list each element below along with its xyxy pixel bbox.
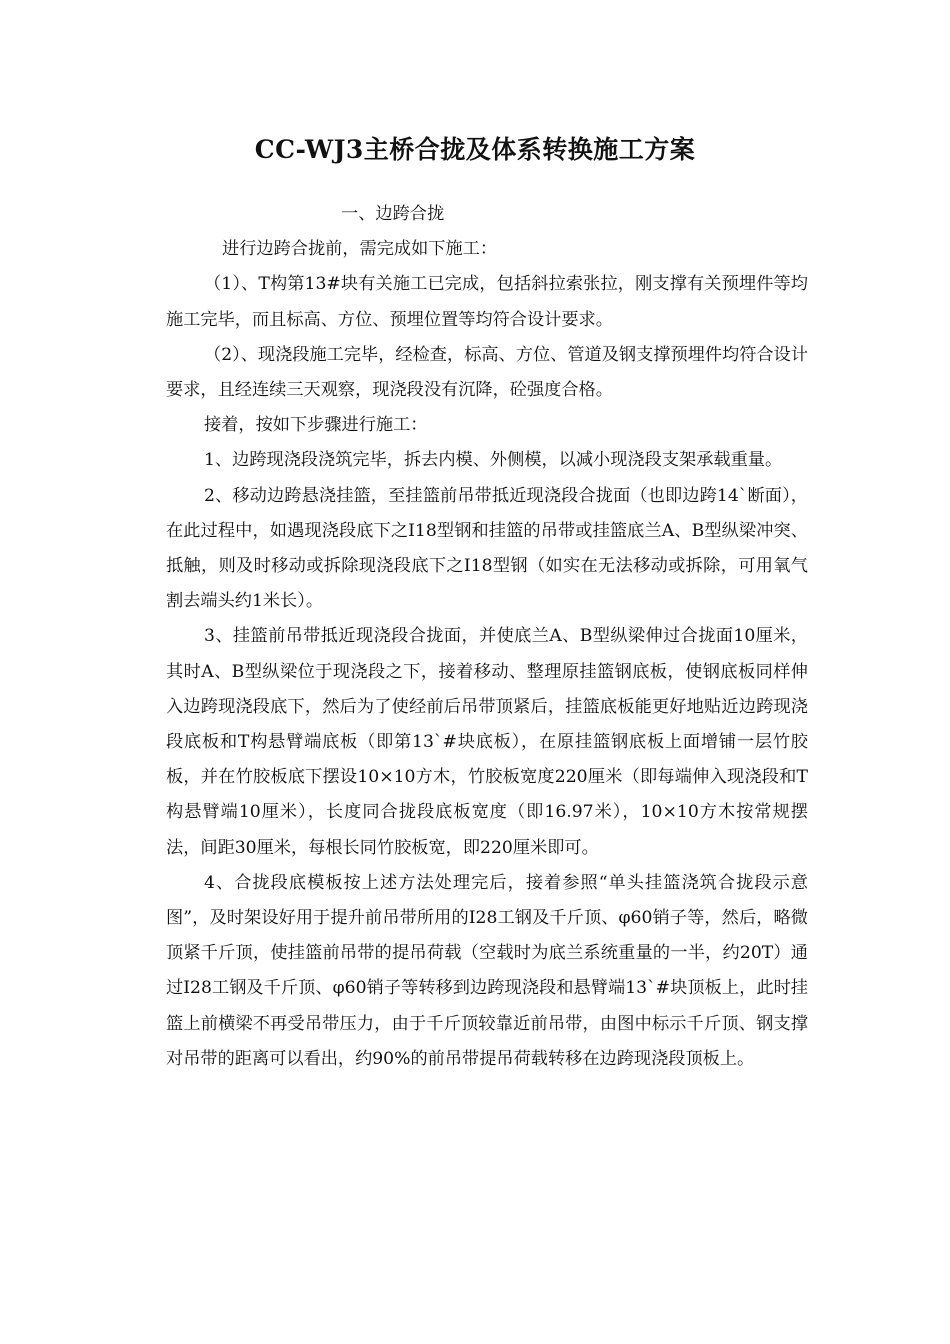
paragraph-step-1: 1、边跨现浇段浇筑完毕，拆去内模、外侧模，以减小现浇段支架承载重量。 (204, 450, 783, 471)
paragraph-step-3: 3、挂篮前吊带抵近现浇段合拢面，并使底兰A、B型纵梁伸过合拢面10厘米，其时A、B型纵梁位于现浇段之下，接着移动、整理原挂篮钢底板，使钢底板同样伸入边跨现浇段底下，然后为了使经前后吊带顶紧后，挂篮底板能更好地贴近边跨现浇段底板和T构悬臂端底板（即第13`#块底板），在原挂篮钢底板上面增铺一层竹胶板，并在竹胶板底下摆设10×10方木，竹胶板宽度220厘米（即每端伸入现浇段和T构悬臂端10厘米），长度同合拢段底板宽度（即16.97米），10×10方木按常规摆法，间距30厘米，每根长同竹胶板宽，即220厘米即可。 (166, 626, 808, 858)
paragraph-item-2: （2）、现浇段施工完毕，经检查，标高、方位、管道及钢支撑预埋件均符合设计要求，且经连续三天观察，现浇段没有沉降，砼强度合格。 (166, 344, 808, 401)
paragraph-intro: 进行边跨合拢前，需完成如下施工： (222, 239, 498, 260)
paragraph-step-4: 4、合拢段底模板按上述方法处理完后，接着参照“单头挂篮浇筑合拢段示意图”，及时架设好用于提升前吊带所用的I28工钢及千斤顶、φ60销子等，然后，略微顶紧千斤顶，使挂篮前吊带的提吊荷载（空载时为底兰系统重量的一半，约20T）通过I28工钢及千斤顶、φ60销子等转移到边跨现浇段和悬臂端13`#块顶板上，此时挂篮上前横梁不再受吊带压力，由于千斤顶较靠近前吊带，由图中标示千斤顶、钢支撑对吊带的距离可以看出，约90%的前吊带提吊荷载转移在边跨现浇段顶板上。 (166, 872, 808, 1069)
paragraph-steps-intro: 接着，按如下步骤进行施工： (204, 415, 428, 436)
section-heading: 一、边跨合拢 (341, 204, 445, 224)
paragraph-step-2: 2、移动边跨悬浇挂篮，至挂篮前吊带抵近现浇段合拢面（也即边跨14`断面），在此过程中，如遇现浇段底下之I18型钢和挂篮的吊带或挂篮底兰A、B型纵梁冲突、抵触，则及时移动或拆除现浇段底下之I18型钢（如实在无法移动或拆除，可用氧气割去端头约1米长）。 (166, 485, 808, 612)
document-body (166, 197, 808, 1077)
paragraph-item-1: （1）、T构第13#块有关施工已完成，包括斜拉索张拉，刚支撑有关预埋件等均施工完毕，而且标高、方位、预埋位置等均符合设计要求。 (166, 274, 808, 330)
document-title: CC-WJ3主桥合拢及体系转换施工方案 (254, 135, 696, 164)
